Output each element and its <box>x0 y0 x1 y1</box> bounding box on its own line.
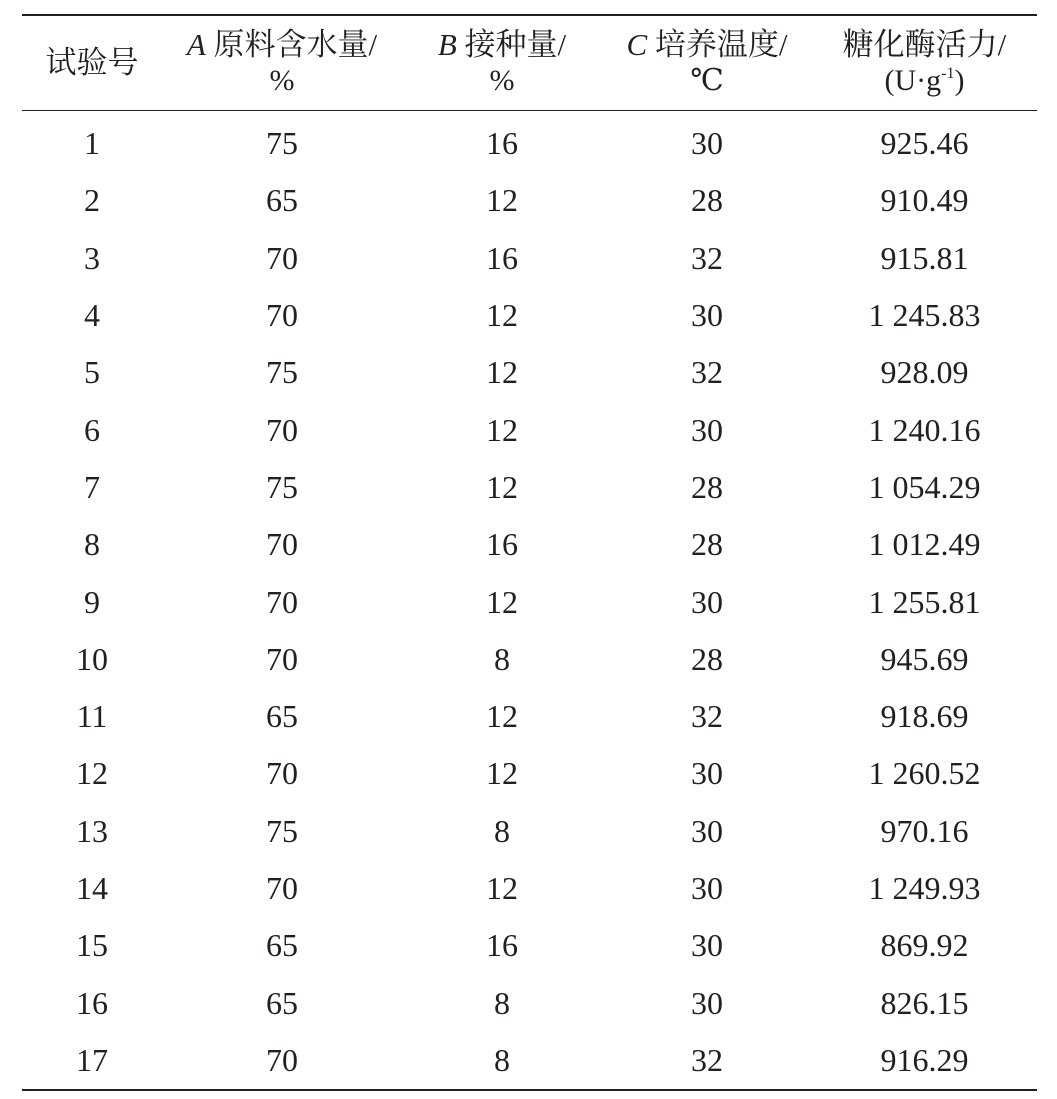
cell-trial-number: 13 <box>76 812 108 849</box>
table-row <box>22 917 1037 974</box>
cell-moisture: 75 <box>266 812 298 849</box>
cell-inoculum: 8 <box>494 812 510 849</box>
header-enzyme-activity <box>812 15 1037 111</box>
cell-enzyme-activity: 915.81 <box>880 239 969 276</box>
header-temperature-var: C <box>626 27 648 62</box>
cell-trial-number: 14 <box>76 870 108 906</box>
cell-enzyme-activity: 928.09 <box>880 354 969 391</box>
cell-temperature: 28 <box>691 526 723 563</box>
cell-trial-number: 11 <box>76 698 108 735</box>
header-enzyme-activity-label: 糖化酶活力/ <box>842 27 1007 62</box>
cell-trial-number: 10 <box>76 640 108 677</box>
table-row <box>22 344 1037 401</box>
cell-moisture: 70 <box>266 870 298 906</box>
table-row <box>22 516 1037 573</box>
cell-enzyme-activity: 970.16 <box>880 812 969 849</box>
header-temperature-line <box>602 27 812 63</box>
cell-moisture: 70 <box>266 583 298 620</box>
cell-temperature: 28 <box>691 182 723 219</box>
cell-inoculum: 12 <box>486 870 518 906</box>
table-row <box>22 401 1037 458</box>
cell-inoculum: 16 <box>486 526 518 563</box>
table-row <box>22 745 1037 802</box>
header-inoculum-label: 接种量/ <box>464 27 567 62</box>
cell-moisture: 75 <box>266 468 298 505</box>
cell-trial-number: 17 <box>76 1041 108 1078</box>
cell-moisture: 65 <box>266 984 298 1021</box>
cell-temperature: 30 <box>691 927 723 964</box>
cell-trial-number: 16 <box>76 984 108 1021</box>
cell-inoculum: 12 <box>486 354 518 391</box>
cell-enzyme-activity: 910.49 <box>880 182 969 219</box>
cell-enzyme-activity: 1 255.81 <box>868 583 981 620</box>
cell-temperature: 30 <box>691 583 723 620</box>
table-row <box>22 803 1037 860</box>
cell-trial-number: 15 <box>76 927 108 964</box>
cell-inoculum: 16 <box>486 125 518 162</box>
header-inoculum-var: B <box>437 27 457 62</box>
cell-inoculum: 12 <box>486 468 518 505</box>
header-inoculum-line <box>402 27 602 63</box>
cell-enzyme-activity: 925.46 <box>880 125 969 162</box>
cell-enzyme-activity: 945.69 <box>880 640 969 677</box>
table-row <box>22 287 1037 344</box>
cell-enzyme-activity: 916.29 <box>880 1041 969 1078</box>
header-trial-number-label: 试验号 <box>45 45 139 80</box>
cell-inoculum: 12 <box>486 755 518 792</box>
header-moisture-unit: % <box>269 64 295 97</box>
cell-trial-number: 7 <box>84 468 100 505</box>
cell-enzyme-activity: 1 012.49 <box>868 526 981 563</box>
cell-inoculum: 12 <box>486 182 518 219</box>
cell-enzyme-activity: 1 240.16 <box>868 411 981 448</box>
cell-moisture: 70 <box>266 239 298 276</box>
cell-moisture: 65 <box>266 698 298 735</box>
table-row <box>22 974 1037 1031</box>
header-enzyme-activity-unit <box>812 63 1037 99</box>
table-row <box>22 573 1037 630</box>
cell-inoculum: 8 <box>494 640 510 677</box>
header-moisture-label: 原料含水量/ <box>213 27 378 62</box>
cell-inoculum: 8 <box>494 984 510 1021</box>
unit-prefix: (U·g <box>884 64 942 97</box>
cell-moisture: 65 <box>266 182 298 219</box>
cell-enzyme-activity: 869.92 <box>880 927 969 964</box>
unit-suffix: ) <box>954 64 965 97</box>
header-row <box>22 15 1037 111</box>
header-moisture-line <box>162 27 402 63</box>
cell-temperature: 28 <box>691 640 723 677</box>
cell-temperature: 32 <box>691 698 723 735</box>
cell-temperature: 32 <box>691 1041 723 1078</box>
cell-inoculum: 16 <box>486 927 518 964</box>
cell-temperature: 28 <box>691 468 723 505</box>
cell-enzyme-activity: 1 054.29 <box>868 468 981 505</box>
cell-enzyme-activity: 826.15 <box>880 984 969 1021</box>
header-inoculum <box>402 15 602 111</box>
cell-inoculum: 12 <box>486 583 518 620</box>
cell-trial-number: 1 <box>84 125 100 162</box>
table-body <box>22 111 1037 1091</box>
cell-moisture: 70 <box>266 755 298 792</box>
table-row <box>22 111 1037 173</box>
cell-enzyme-activity: 1 245.83 <box>868 297 981 334</box>
cell-trial-number: 3 <box>84 239 100 276</box>
header-moisture-content <box>162 15 402 111</box>
cell-trial-number: 12 <box>76 755 108 792</box>
cell-temperature: 30 <box>691 812 723 849</box>
header-temperature <box>602 15 812 111</box>
cell-temperature: 30 <box>691 125 723 162</box>
table-row <box>22 688 1037 745</box>
header-trial-number <box>22 15 162 111</box>
table-header <box>22 15 1037 111</box>
cell-temperature: 32 <box>691 239 723 276</box>
unit-superscript: -1 <box>941 65 955 82</box>
table-row <box>22 631 1037 688</box>
cell-trial-number: 2 <box>84 182 100 219</box>
cell-moisture: 70 <box>266 526 298 563</box>
cell-temperature: 30 <box>691 870 723 906</box>
cell-inoculum: 12 <box>486 297 518 334</box>
cell-enzyme-activity: 918.69 <box>880 698 969 735</box>
cell-temperature: 32 <box>691 354 723 391</box>
table-row <box>22 1032 1037 1090</box>
cell-inoculum: 16 <box>486 239 518 276</box>
cell-trial-number: 4 <box>84 297 100 334</box>
cell-moisture: 70 <box>266 297 298 334</box>
cell-moisture: 75 <box>266 125 298 162</box>
table-row <box>22 230 1037 287</box>
cell-temperature: 30 <box>691 297 723 334</box>
cell-moisture: 65 <box>266 927 298 964</box>
cell-trial-number: 8 <box>84 526 100 563</box>
header-temperature-label: 培养温度/ <box>654 27 788 62</box>
cell-inoculum: 12 <box>486 698 518 735</box>
header-inoculum-unit: % <box>489 64 515 97</box>
cell-moisture: 70 <box>266 640 298 677</box>
table-row <box>22 860 1037 917</box>
header-moisture-var: A <box>186 27 206 62</box>
experiment-results-table <box>22 14 1037 1091</box>
cell-enzyme-activity: 1 249.93 <box>868 870 981 906</box>
table-row <box>22 459 1037 516</box>
cell-enzyme-activity: 1 260.52 <box>868 755 981 792</box>
table-row <box>22 172 1037 229</box>
cell-inoculum: 12 <box>486 411 518 448</box>
cell-trial-number: 9 <box>84 583 100 620</box>
cell-moisture: 70 <box>266 1041 298 1078</box>
cell-temperature: 30 <box>691 411 723 448</box>
cell-temperature: 30 <box>691 984 723 1021</box>
cell-temperature: 30 <box>691 755 723 792</box>
data-table-container <box>22 14 1037 1091</box>
cell-moisture: 70 <box>266 411 298 448</box>
cell-trial-number: 6 <box>84 411 100 448</box>
cell-moisture: 75 <box>266 354 298 391</box>
cell-inoculum: 8 <box>494 1041 510 1078</box>
header-temperature-unit: ℃ <box>690 64 724 97</box>
cell-trial-number: 5 <box>84 354 100 391</box>
